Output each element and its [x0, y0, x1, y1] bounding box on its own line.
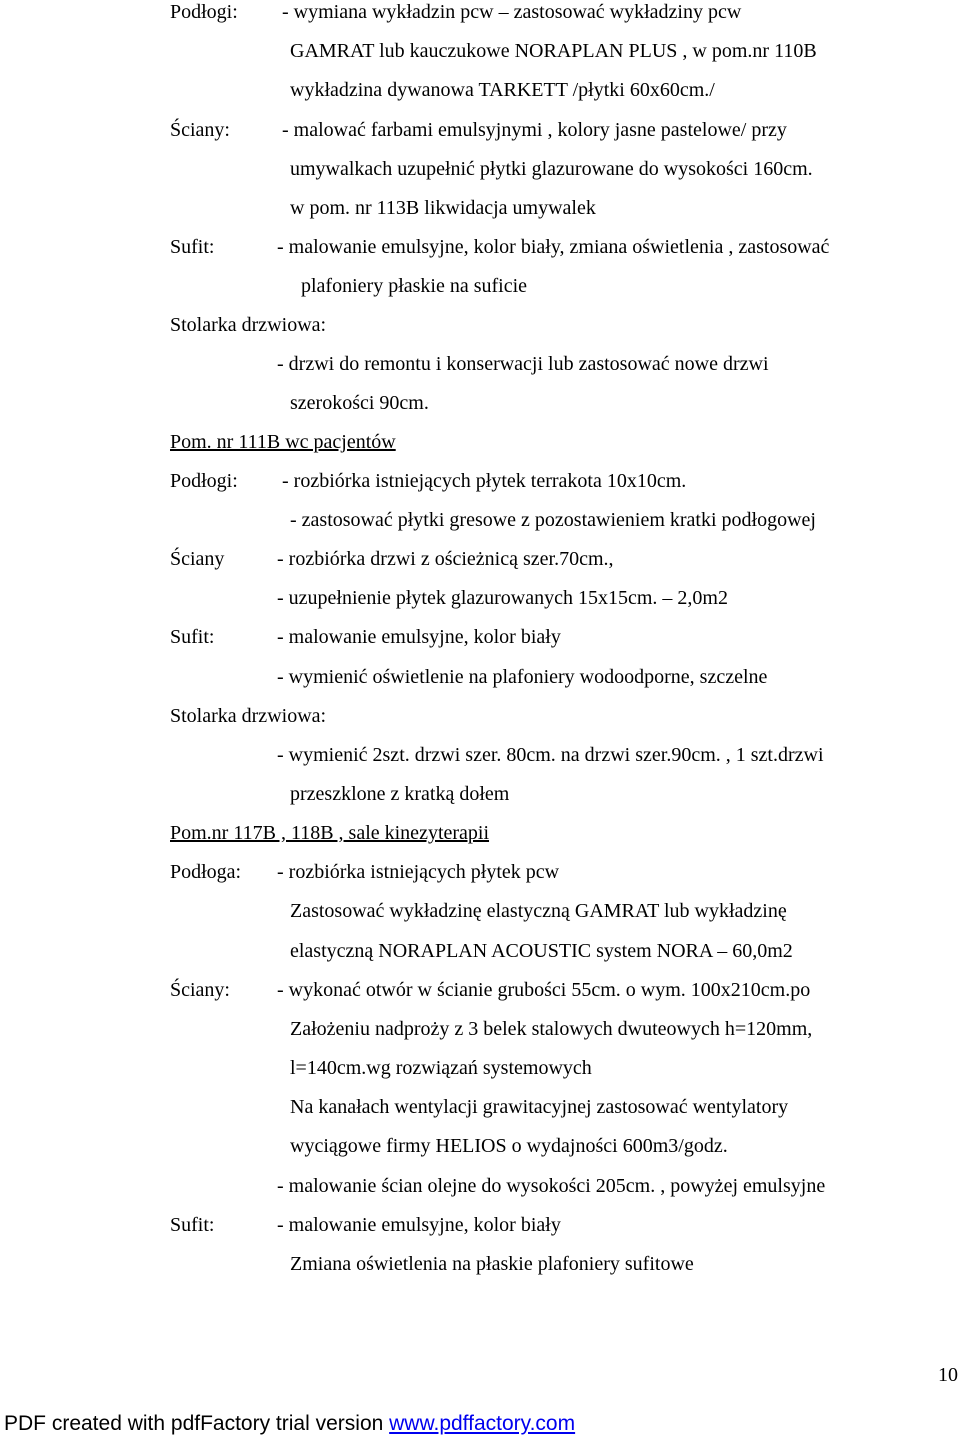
text-line: GAMRAT lub kauczukowe NORAPLAN PLUS , w pom.nr 110B	[290, 40, 817, 62]
text-line: - malowanie emulsyjne, kolor biały, zmiana oświetlenia , zastosować	[277, 236, 830, 258]
text-line: l=140cm.wg rozwiązań systemowych	[290, 1057, 592, 1079]
section-heading-pom-117b-118b: Pom.nr 117B , 118B , sale kinezyterapii	[170, 822, 490, 844]
text-line: Założeniu nadproży z 3 belek stalowych dwuteowych h=120mm,	[290, 1018, 813, 1040]
text-line: w pom. nr 113B likwidacja umywalek	[290, 197, 596, 219]
text-line: umywalkach uzupełnić płytki glazurowane do wysokości 160cm.	[290, 158, 813, 180]
label-podlogi: Podłogi:	[170, 1, 238, 23]
pdf-footer	[4, 1411, 575, 1437]
page-number: 10	[938, 1364, 958, 1386]
label-sciany: Ściany:	[170, 979, 230, 1001]
text-line: szerokości 90cm.	[290, 392, 429, 414]
text-line: - malowanie emulsyjne, kolor biały	[277, 1214, 561, 1236]
text-line: Zastosować wykładzinę elastyczną GAMRAT lub wykładzinę	[290, 900, 787, 922]
text-line: - rozbiórka drzwi z ościeżnicą szer.70cm.,	[277, 548, 614, 570]
text-line: - rozbiórka istniejących płytek pcw	[277, 861, 560, 883]
text-line: Zmiana oświetlenia na płaskie plafoniery sufitowe	[290, 1253, 694, 1275]
text-line: wykładzina dywanowa TARKETT /płytki 60x60cm./	[290, 79, 715, 101]
footer-text: PDF created with pdfFactory trial version	[4, 1412, 390, 1435]
text-line: - malować farbami emulsyjnymi , kolory jasne pastelowe/ przy	[282, 119, 787, 141]
text-line: wyciągowe firmy HELIOS o wydajności 600m3/godz.	[290, 1135, 728, 1157]
label-sufit: Sufit:	[170, 626, 215, 648]
text-line: - malowanie ścian olejne do wysokości 205cm. , powyżej emulsyjne	[277, 1175, 826, 1197]
text-line: - drzwi do remontu i konserwacji lub zastosować nowe drzwi	[277, 353, 769, 375]
text-line: przeszklone z kratką dołem	[290, 783, 510, 805]
text-line: Na kanałach wentylacji grawitacyjnej zastosować wentylatory	[290, 1096, 789, 1118]
footer-link[interactable]: www.pdffactory.com	[389, 1412, 576, 1435]
section-heading-pom-111b: Pom. nr 111B wc pacjentów	[170, 431, 396, 453]
label-podlogi: Podłogi:	[170, 470, 238, 492]
text-line: - zastosować płytki gresowe z pozostawieniem kratki podłogowej	[290, 509, 816, 531]
label-sciany: Ściany	[170, 548, 225, 570]
label-stolarka-drzwiowa: Stolarka drzwiowa:	[170, 705, 327, 727]
text-line: - rozbiórka istniejących płytek terrakota 10x10cm.	[282, 470, 687, 492]
text-line: - wymiana wykładzin pcw – zastosować wykładziny pcw	[282, 1, 742, 23]
label-sufit: Sufit:	[170, 1214, 215, 1236]
label-podloga: Podłoga:	[170, 861, 242, 883]
text-line: elastyczną NORAPLAN ACOUSTIC system NORA – 60,0m2	[290, 940, 793, 962]
text-line: - malowanie emulsyjne, kolor biały	[277, 626, 561, 648]
text-line: plafoniery płaskie na suficie	[301, 275, 528, 297]
text-line: - wykonać otwór w ścianie grubości 55cm. o wym. 100x210cm.po	[277, 979, 811, 1001]
text-line: - wymienić 2szt. drzwi szer. 80cm. na drzwi szer.90cm. , 1 szt.drzwi	[277, 744, 824, 766]
text-line: - uzupełnienie płytek glazurowanych 15x15cm. – 2,0m2	[277, 587, 728, 609]
label-stolarka-drzwiowa: Stolarka drzwiowa:	[170, 314, 327, 336]
label-sufit: Sufit:	[170, 236, 215, 258]
text-line: - wymienić oświetlenie na plafoniery wodoodporne, szczelne	[277, 666, 768, 688]
label-sciany: Ściany:	[170, 119, 230, 141]
